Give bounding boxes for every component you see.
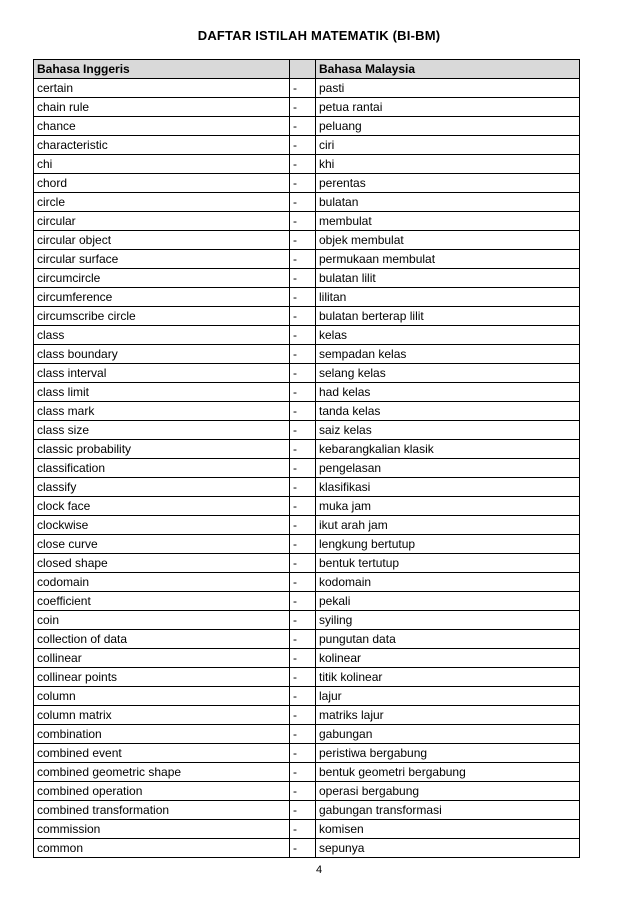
term-separator: - [290,250,316,269]
term-malay: operasi bergabung [316,782,580,801]
term-english: column [34,687,290,706]
table-row [34,725,580,744]
term-separator: - [290,516,316,535]
table-row [34,364,580,383]
term-separator: - [290,79,316,98]
table-row [34,649,580,668]
term-english: circle [34,193,290,212]
term-separator: - [290,345,316,364]
term-separator: - [290,744,316,763]
table-row [34,516,580,535]
term-malay: syiling [316,611,580,630]
term-malay: kodomain [316,573,580,592]
table-header-row [34,60,580,79]
term-english: classification [34,459,290,478]
term-malay: gabungan transformasi [316,801,580,820]
term-malay: pasti [316,79,580,98]
term-english: chi [34,155,290,174]
term-malay: pungutan data [316,630,580,649]
term-separator: - [290,288,316,307]
term-english: clockwise [34,516,290,535]
header-english: Bahasa Inggeris [34,60,290,79]
term-separator: - [290,554,316,573]
term-separator: - [290,421,316,440]
table-row [34,801,580,820]
term-separator: - [290,497,316,516]
term-malay: selang kelas [316,364,580,383]
term-malay: pekali [316,592,580,611]
term-english: class limit [34,383,290,402]
table-row [34,326,580,345]
term-english: combined event [34,744,290,763]
term-separator: - [290,668,316,687]
term-english: circular [34,212,290,231]
term-malay: objek membulat [316,231,580,250]
term-english: column matrix [34,706,290,725]
term-malay: kelas [316,326,580,345]
term-english: combined operation [34,782,290,801]
table-row [34,592,580,611]
term-malay: titik kolinear [316,668,580,687]
term-separator: - [290,820,316,839]
table-row [34,98,580,117]
term-malay: lajur [316,687,580,706]
term-malay: perentas [316,174,580,193]
term-malay: peristiwa bergabung [316,744,580,763]
term-english: codomain [34,573,290,592]
term-separator: - [290,592,316,611]
table-row [34,668,580,687]
table-row [34,744,580,763]
table-row [34,440,580,459]
table-row [34,383,580,402]
term-english: certain [34,79,290,98]
term-separator: - [290,402,316,421]
table-row [34,839,580,858]
term-separator: - [290,326,316,345]
term-separator: - [290,459,316,478]
term-malay: had kelas [316,383,580,402]
term-malay: tanda kelas [316,402,580,421]
term-separator: - [290,231,316,250]
term-separator: - [290,117,316,136]
term-separator: - [290,801,316,820]
term-malay: klasifikasi [316,478,580,497]
term-english: common [34,839,290,858]
term-malay: sempadan kelas [316,345,580,364]
term-malay: kebarangkalian klasik [316,440,580,459]
term-separator: - [290,364,316,383]
table-row [34,288,580,307]
term-english: coefficient [34,592,290,611]
term-malay: bentuk geometri bergabung [316,763,580,782]
term-malay: matriks lajur [316,706,580,725]
term-english: class size [34,421,290,440]
term-separator: - [290,478,316,497]
term-english: class interval [34,364,290,383]
table-row [34,155,580,174]
table-row [34,250,580,269]
term-malay: bulatan lilit [316,269,580,288]
term-separator: - [290,649,316,668]
term-separator: - [290,193,316,212]
term-english: combination [34,725,290,744]
table-row [34,573,580,592]
page-title: DAFTAR ISTILAH MATEMATIK (BI-BM) [197,28,441,43]
term-separator: - [290,155,316,174]
term-separator: - [290,307,316,326]
glossary-body [34,79,580,858]
term-malay: khi [316,155,580,174]
term-malay: saiz kelas [316,421,580,440]
term-english: collinear [34,649,290,668]
term-malay: permukaan membulat [316,250,580,269]
term-english: chord [34,174,290,193]
table-row [34,497,580,516]
term-english: close curve [34,535,290,554]
term-separator: - [290,573,316,592]
header-separator [290,60,316,79]
term-english: characteristic [34,136,290,155]
term-malay: sepunya [316,839,580,858]
page-number: 4 [315,864,323,876]
header-malay: Bahasa Malaysia [316,60,580,79]
table-row [34,820,580,839]
table-row [34,212,580,231]
term-english: chance [34,117,290,136]
glossary-table [33,59,580,858]
term-malay: peluang [316,117,580,136]
term-malay: petua rantai [316,98,580,117]
term-malay: lengkung bertutup [316,535,580,554]
table-row [34,79,580,98]
term-english: combined transformation [34,801,290,820]
table-row [34,782,580,801]
term-separator: - [290,440,316,459]
term-english: circular surface [34,250,290,269]
table-row [34,459,580,478]
term-malay: kolinear [316,649,580,668]
term-english: class [34,326,290,345]
term-separator: - [290,269,316,288]
term-malay: lilitan [316,288,580,307]
term-malay: membulat [316,212,580,231]
term-separator: - [290,687,316,706]
term-english: circumscribe circle [34,307,290,326]
table-row [34,307,580,326]
term-english: chain rule [34,98,290,117]
term-malay: gabungan [316,725,580,744]
term-english: combined geometric shape [34,763,290,782]
term-malay: bentuk tertutup [316,554,580,573]
term-separator: - [290,136,316,155]
term-separator: - [290,611,316,630]
table-row [34,554,580,573]
term-malay: muka jam [316,497,580,516]
table-row [34,136,580,155]
table-row [34,345,580,364]
term-english: classic probability [34,440,290,459]
table-row [34,535,580,554]
term-english: commission [34,820,290,839]
term-separator: - [290,763,316,782]
term-separator: - [290,839,316,858]
term-english: collinear points [34,668,290,687]
term-english: classify [34,478,290,497]
term-separator: - [290,383,316,402]
term-english: coin [34,611,290,630]
term-malay: bulatan [316,193,580,212]
term-separator: - [290,98,316,117]
term-malay: pengelasan [316,459,580,478]
term-separator: - [290,725,316,744]
table-row [34,478,580,497]
term-separator: - [290,782,316,801]
term-english: class boundary [34,345,290,364]
term-malay: komisen [316,820,580,839]
term-separator: - [290,174,316,193]
term-separator: - [290,706,316,725]
table-row [34,763,580,782]
term-english: circumference [34,288,290,307]
table-row [34,269,580,288]
term-english: class mark [34,402,290,421]
term-malay: ciri [316,136,580,155]
term-separator: - [290,535,316,554]
table-row [34,402,580,421]
table-row [34,174,580,193]
term-english: collection of data [34,630,290,649]
term-english: circumcircle [34,269,290,288]
term-english: clock face [34,497,290,516]
term-english: closed shape [34,554,290,573]
table-row [34,193,580,212]
table-row [34,630,580,649]
table-row [34,117,580,136]
term-malay: ikut arah jam [316,516,580,535]
term-malay: bulatan berterap lilit [316,307,580,326]
table-row [34,611,580,630]
table-row [34,687,580,706]
term-separator: - [290,212,316,231]
table-row [34,706,580,725]
table-row [34,421,580,440]
term-separator: - [290,630,316,649]
table-row [34,231,580,250]
term-english: circular object [34,231,290,250]
